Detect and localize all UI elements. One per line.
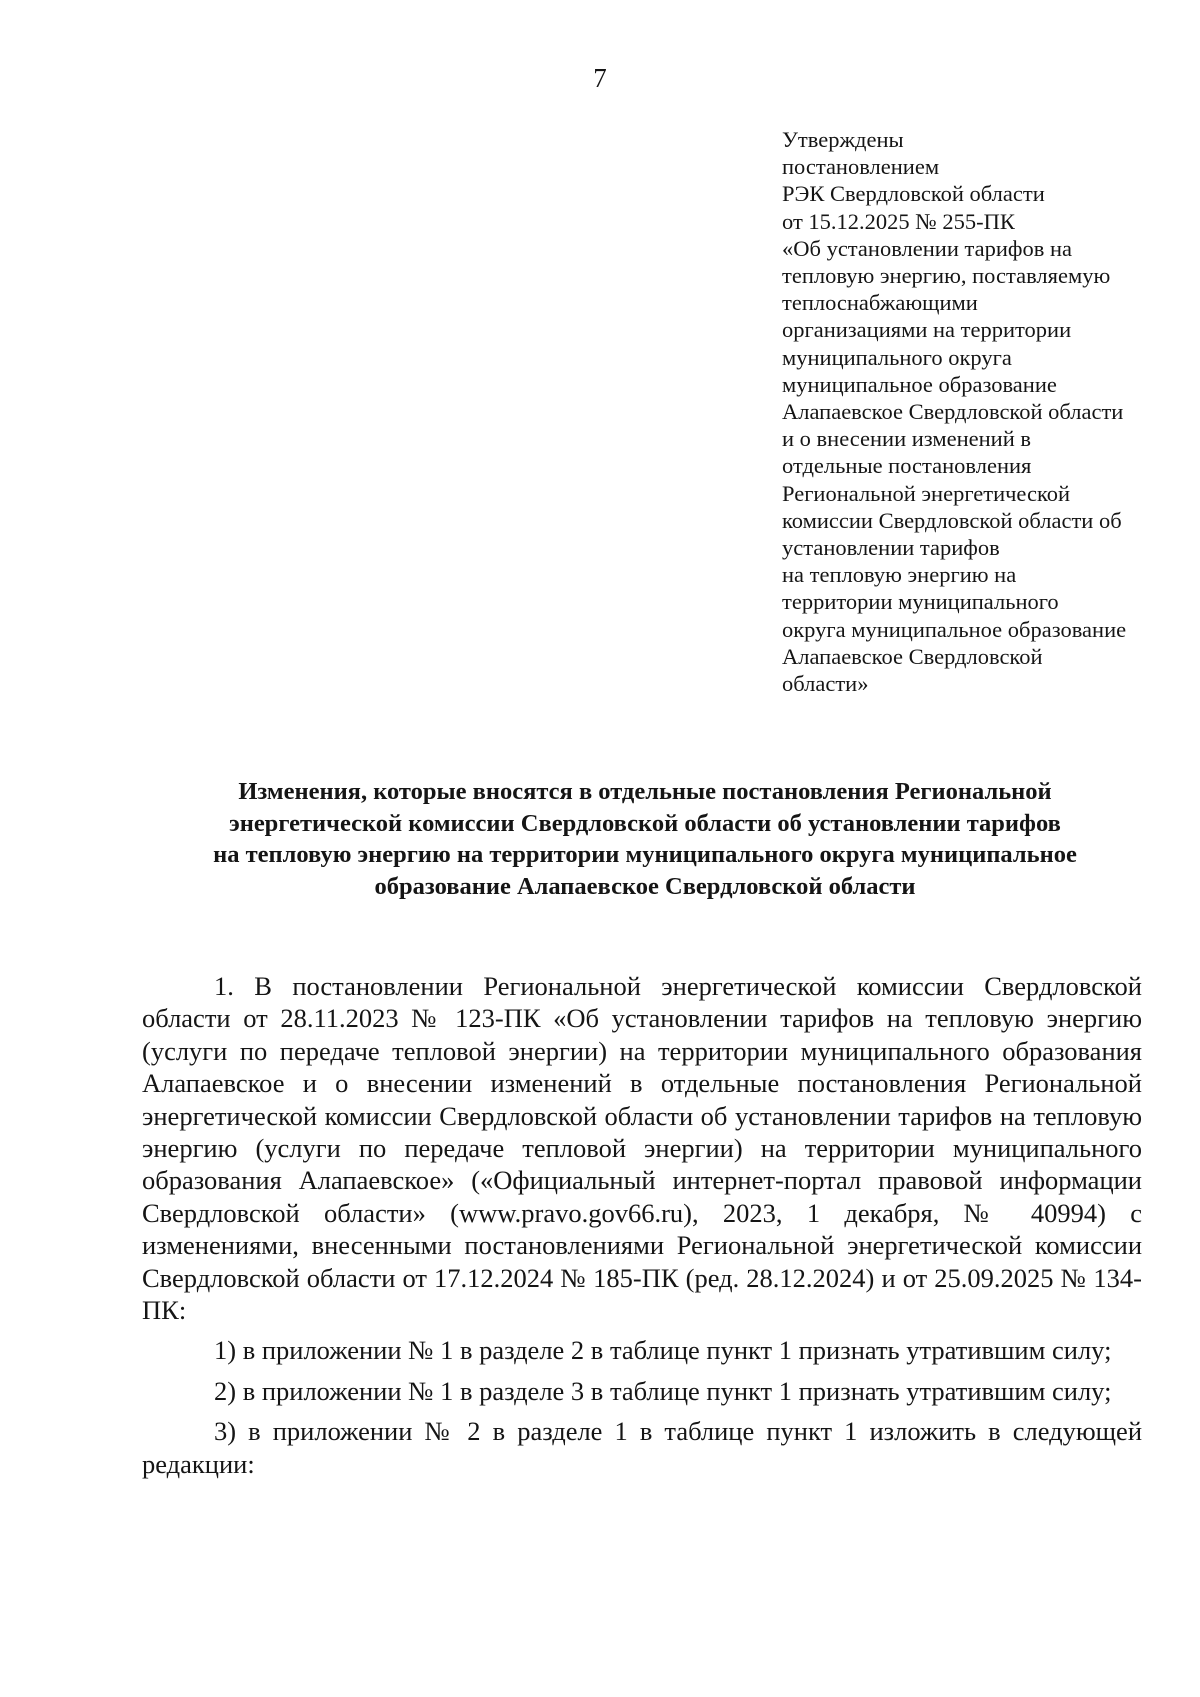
approval-line: Алапаевское Свердловской области	[782, 399, 1124, 425]
page-number: 7	[593, 63, 607, 93]
approval-line: округа муниципальное образование	[782, 616, 1127, 642]
approval-line: муниципальное образование	[782, 371, 1057, 397]
approval-line: территории муниципального	[782, 589, 1059, 615]
approval-line: теплоснабжающими	[782, 290, 978, 316]
approval-line: «Об установлении тарифов на	[782, 235, 1072, 261]
approval-line: Алапаевское Свердловской	[782, 643, 1043, 669]
document-body	[142, 970, 1142, 1480]
list-item-2: 2) в приложении № 1 в разделе 3 в таблице пункт 1 признать утратившим силу;	[214, 1375, 1112, 1406]
list-item-1: 1) в приложении № 1 в разделе 2 в таблице пункт 1 признать утратившим силу;	[214, 1335, 1112, 1366]
approval-line: отдельные постановления	[782, 453, 1032, 479]
title-line: энергетической комиссии Свердловской области об установлении тарифов	[229, 809, 1061, 837]
title-line: Изменения, которые вносятся в отдельные постановления Региональной	[238, 778, 1052, 805]
approval-line: области»	[782, 671, 869, 697]
approval-stamp-block	[782, 126, 1162, 697]
approval-line: и о внесении изменений в	[782, 426, 1031, 452]
approval-line: организациями на территории	[782, 317, 1072, 343]
approval-line: Утверждены	[782, 127, 904, 152]
approval-line: тепловую энергию, поставляемую	[782, 263, 1111, 289]
approval-line: муниципального округа	[782, 344, 1012, 370]
title-line: на тепловую энергию на территории муниципального округа муниципальное	[213, 841, 1077, 868]
approval-line: постановлением	[782, 154, 940, 180]
approval-line: от 15.12.2025 № 255-ПК	[782, 208, 1015, 234]
title-line: образование Алапаевское Свердловской области	[374, 872, 916, 900]
approval-line: Региональной энергетической	[782, 480, 1071, 506]
paragraph-1: 1. В постановлении Региональной энергетической комиссии Свердловской области от 28.11.2023 № 123-ПК «Об установлении тарифов на тепловую энергию (услуги по передаче тепловой энергии) на территории муниципального образования Алапаевское и о внесении изменений в отдельные постановления Региональной энергетической комиссии Свердловской области об установлении тарифов на тепловую энергию (услуги по передаче тепловой энергии) на территории муниципального образования Алапаевское» («Официальный интернет-портал правовой информации Свердловской области» (www.pravo.gov66.ru), 2023, 1 декабря, № 40994) с изменениями, внесенными постановлениями Региональной энергетической комиссии Свердловской области от 17.12.2024 № 185-ПК (ред. 28.12.2024) и от 25.09.2025 № 134-ПК:	[142, 971, 1142, 1326]
approval-line: на тепловую энергию на	[782, 562, 1017, 588]
approval-line: комиссии Свердловской области об	[782, 507, 1122, 533]
document-title	[120, 776, 1170, 902]
approval-line: РЭК Свердловской области	[782, 181, 1045, 207]
list-item-3: 3) в приложении № 2 в разделе 1 в таблице пункт 1 изложить в следующей редакции:	[142, 1416, 1142, 1479]
approval-line: установлении тарифов	[782, 535, 1000, 561]
